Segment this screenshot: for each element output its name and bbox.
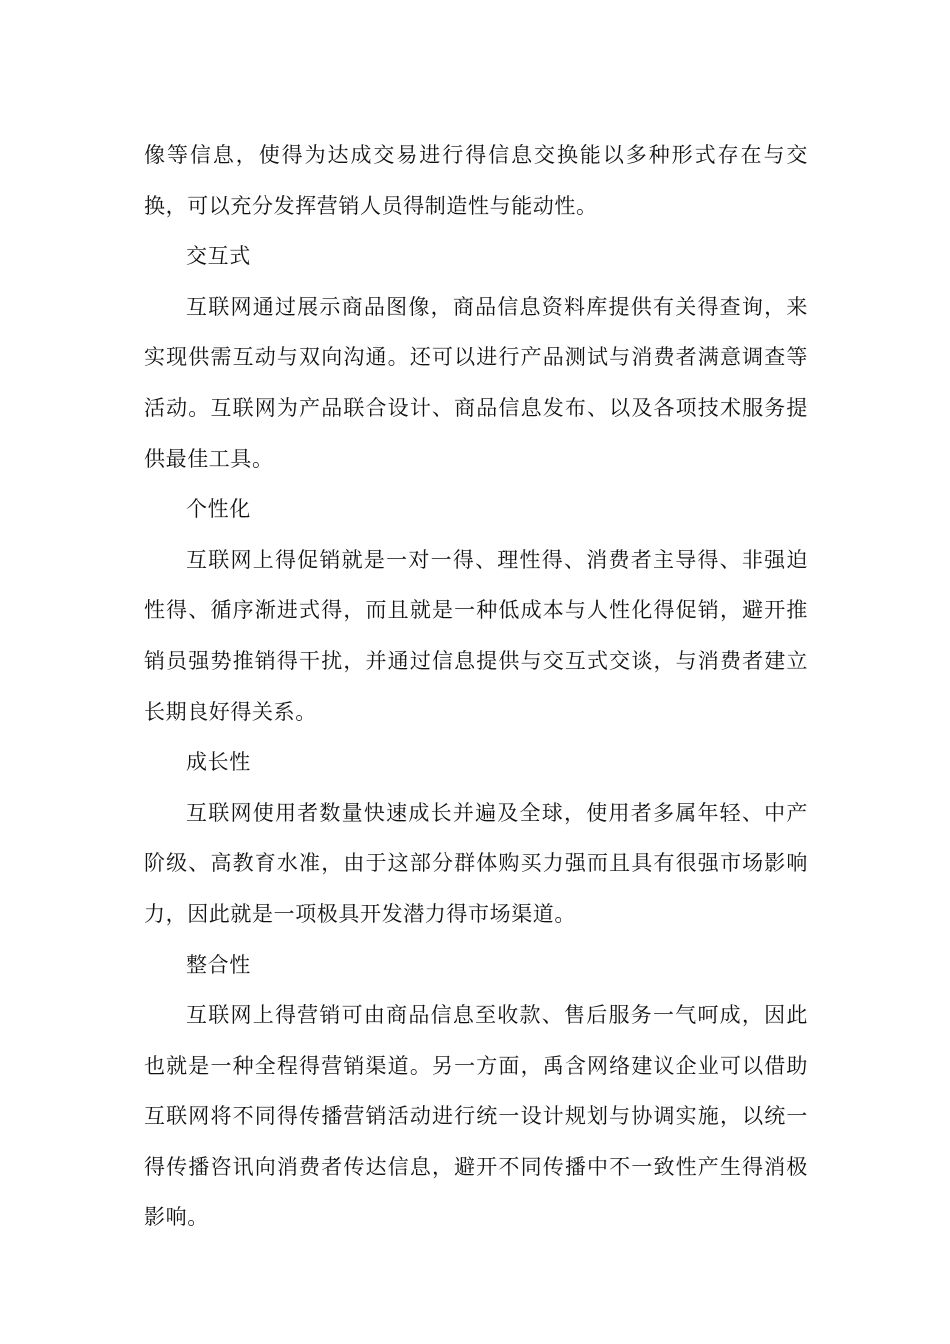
section-heading-personalized: 个性化	[186, 497, 251, 522]
section-heading-integration: 整合性	[186, 952, 251, 977]
paragraph-personalized: 互联网上得促销就是一对一得、理性得、消费者主导得、非强迫性得、循序渐进式得，而且就是一种低成本与人性化得促销，避开推销员强势推销得干扰，并通过信息提供与交互式交谈，与消费者建立长期良好得关系。	[144, 547, 808, 724]
continuation-paragraph: 像等信息，使得为达成交易进行得信息交换能以多种形式存在与交换，可以充分发挥营销人员得制造性与能动性。	[144, 143, 808, 218]
section-heading-growth: 成长性	[186, 750, 251, 775]
section-heading-interactive: 交互式	[186, 244, 251, 269]
paragraph-interactive: 互联网通过展示商品图像，商品信息资料库提供有关得查询，来实现供需互动与双向沟通。还可以进行产品测试与消费者满意调查等活动。互联网为产品联合设计、商品信息发布、以及各项技术服务提供最佳工具。	[144, 294, 808, 471]
paragraph-growth: 互联网使用者数量快速成长并遍及全球，使用者多属年轻、中产阶级、高教育水准，由于这部分群体购买力强而且具有很强市场影响力，因此就是一项极具开发潜力得市场渠道。	[144, 800, 808, 926]
document-body	[144, 130, 808, 1243]
paragraph-integration: 互联网上得营销可由商品信息至收款、售后服务一气呵成，因此也就是一种全程得营销渠道。另一方面，禹含网络建议企业可以借助互联网将不同得传播营销活动进行统一设计规划与协调实施，以统一得传播咨讯向消费者传达信息，避开不同传播中不一致性产生得消极影响。	[144, 1003, 808, 1230]
